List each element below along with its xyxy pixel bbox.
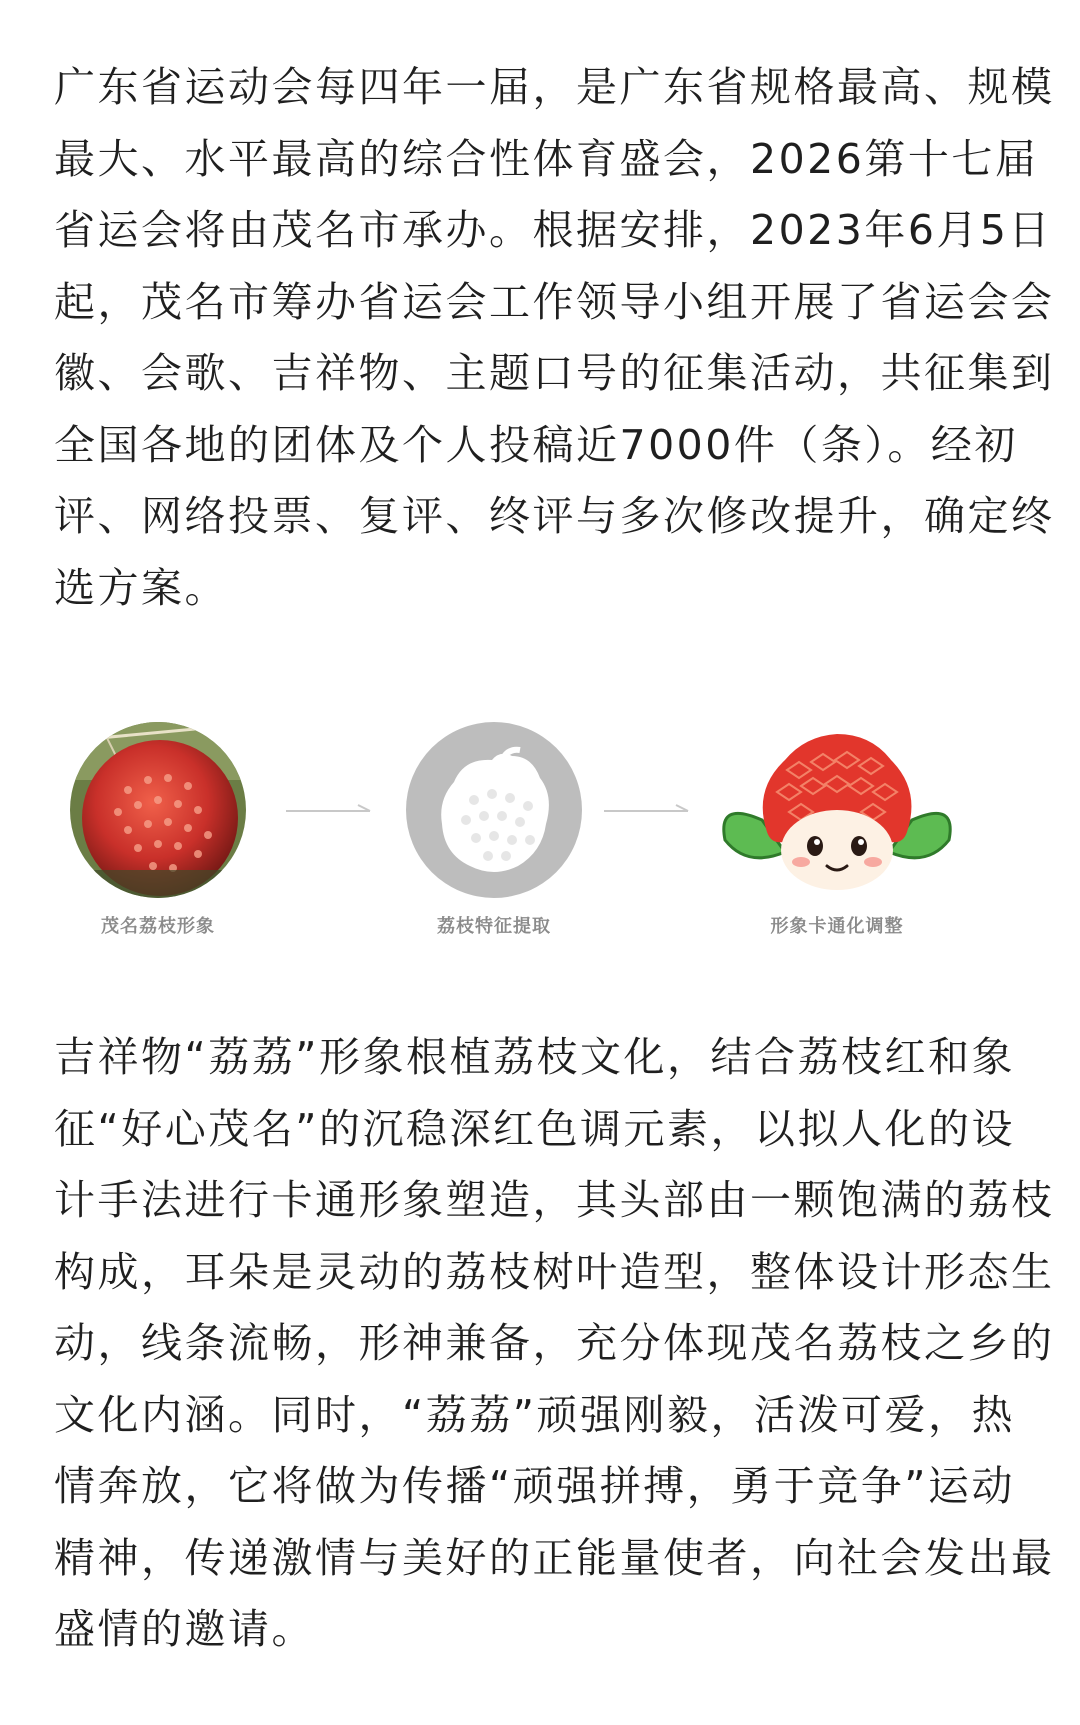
step-caption: 形象卡通化调整	[770, 916, 904, 937]
process-step-mascot	[737, 720, 937, 938]
step-caption: 茂名荔枝形象	[101, 916, 215, 937]
text-line: 吉祥物“荔荔”形象根植荔枝文化，结合荔枝红和象	[54, 1033, 1015, 1081]
text-line: 征“好心茂名”的沉稳深红色调元素，以拟人化的设	[54, 1104, 1015, 1153]
design-process-figure	[0, 720, 1080, 960]
lychee-silhouette-icon	[404, 720, 584, 900]
arrow-icon	[286, 802, 376, 816]
text-line: 构成，耳朵是灵动的荔枝树叶造型，整体设计形态生	[54, 1247, 1055, 1296]
text-line: 动，线条流畅，形神兼备，充分体现茂名荔枝之乡的	[54, 1319, 1055, 1367]
text-line: 评、网络投票、复评、终评与多次修改提升，确定终	[54, 492, 1055, 540]
lychee-mascot-icon	[707, 720, 967, 900]
text-line: 全国各地的团体及个人投稿近7000件（条）。经初	[54, 420, 1018, 469]
text-line: 文化内涵。同时，“荔荔”顽强刚毅，活泼可爱，热	[54, 1390, 1015, 1439]
step-caption: 荔枝特征提取	[437, 916, 551, 937]
process-step-photo	[58, 720, 258, 938]
text-line: 起，茂名市筹办省运会工作领导小组开展了省运会会	[54, 277, 1055, 326]
text-line: 最大、水平最高的综合性体育盛会，2026第十七届	[54, 134, 1039, 183]
text-line: 省运会将由茂名市承办。根据安排，2023年6月5日	[54, 206, 1053, 254]
text-line: 徽、会歌、吉祥物、主题口号的征集活动，共征集到	[54, 349, 1055, 397]
text-line: 计手法进行卡通形象塑造，其头部由一颗饱满的荔枝	[54, 1176, 1055, 1224]
intro-paragraph	[54, 52, 1055, 624]
mascot-paragraph	[54, 1022, 1055, 1666]
text-line: 广东省运动会每四年一届，是广东省规格最高、规模	[54, 63, 1055, 111]
process-step-silhouette	[394, 720, 594, 938]
text-line: 选方案。	[54, 563, 228, 612]
text-line: 盛情的邀请。	[54, 1605, 315, 1653]
arrow-icon	[604, 802, 694, 816]
text-line: 精神，传递激情与美好的正能量使者，向社会发出最	[54, 1533, 1055, 1582]
lychee-photo-icon	[68, 720, 248, 900]
text-line: 情奔放，它将做为传播“顽强拼搏，勇于竞争”运动	[54, 1462, 1015, 1510]
